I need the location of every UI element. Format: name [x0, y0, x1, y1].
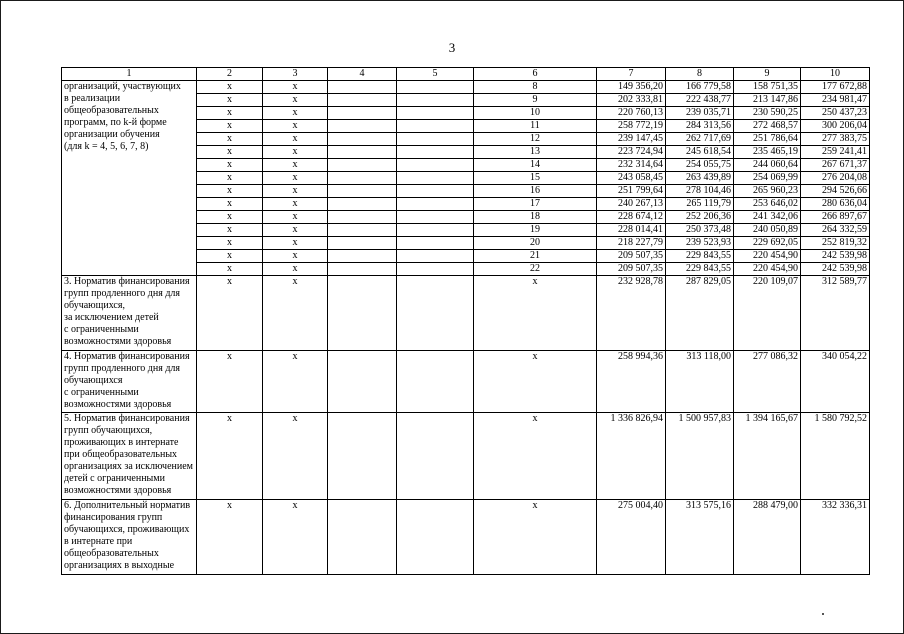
cell-col4: [328, 500, 397, 575]
section-label: 6. Дополнительный норматив финансирования групп обучающихся, проживающих в интернате при общеобразовательных организациях в выходные: [62, 500, 197, 575]
cell-value: 287 829,05: [666, 276, 734, 351]
section-label: 3. Норматив финансирования групп продленного дня для обучающихся, за исключением детей с ограниченными возможностями здоровья: [62, 276, 197, 351]
cell-value: 229 843,55: [666, 250, 734, 263]
cell-col2: x: [197, 237, 263, 250]
cell-value: 232 928,78: [597, 276, 666, 351]
cell-value: 220 454,90: [734, 263, 801, 276]
cell-col5: [397, 107, 474, 120]
cell-col2: x: [197, 500, 263, 575]
section-row: [62, 500, 870, 575]
cell-col5: [397, 185, 474, 198]
cell-value: 258 994,36: [597, 351, 666, 413]
cell-col2: x: [197, 263, 263, 276]
cell-value: 220 454,90: [734, 250, 801, 263]
cell-value: 166 779,58: [666, 81, 734, 94]
cell-value: 235 465,19: [734, 146, 801, 159]
cell-col5: [397, 413, 474, 500]
cell-value: 254 055,75: [666, 159, 734, 172]
cell-col6: 20: [474, 237, 597, 250]
table-row: [62, 81, 870, 94]
header-cell: 3: [263, 68, 328, 81]
header-cell: 5: [397, 68, 474, 81]
cell-col3: x: [263, 107, 328, 120]
cell-col4: [328, 81, 397, 94]
cell-value: 278 104,46: [666, 185, 734, 198]
cell-value: 243 058,45: [597, 172, 666, 185]
cell-col5: [397, 237, 474, 250]
cell-col2: x: [197, 413, 263, 500]
cell-col4: [328, 185, 397, 198]
cell-col6: x: [474, 351, 597, 413]
cell-col5: [397, 276, 474, 351]
cell-value: 158 751,35: [734, 81, 801, 94]
cell-value: 1 580 792,52: [801, 413, 870, 500]
cell-col4: [328, 351, 397, 413]
cell-col6: 22: [474, 263, 597, 276]
cell-col3: x: [263, 172, 328, 185]
cell-col6: 8: [474, 81, 597, 94]
cell-value: 202 333,81: [597, 94, 666, 107]
header-cell: 4: [328, 68, 397, 81]
cell-col2: x: [197, 198, 263, 211]
cell-value: 258 772,19: [597, 120, 666, 133]
cell-col6: x: [474, 413, 597, 500]
cell-col4: [328, 211, 397, 224]
cell-col5: [397, 94, 474, 107]
cell-value: 288 479,00: [734, 500, 801, 575]
cell-value: 240 267,13: [597, 198, 666, 211]
cell-col5: [397, 172, 474, 185]
cell-value: 220 760,13: [597, 107, 666, 120]
cell-value: 1 336 826,94: [597, 413, 666, 500]
header-row: [62, 68, 870, 81]
cell-col4: [328, 120, 397, 133]
cell-col5: [397, 120, 474, 133]
cell-col6: x: [474, 276, 597, 351]
cell-col5: [397, 81, 474, 94]
cell-value: 275 004,40: [597, 500, 666, 575]
cell-value: 222 438,77: [666, 94, 734, 107]
cell-value: 250 437,23: [801, 107, 870, 120]
section-label: 4. Норматив финансирования групп продленного дня для обучающихся с ограниченными возможностями здоровья: [62, 351, 197, 413]
cell-col3: x: [263, 224, 328, 237]
norms-table: [61, 67, 870, 575]
cell-col2: x: [197, 133, 263, 146]
cell-col4: [328, 413, 397, 500]
cell-col2: x: [197, 81, 263, 94]
cell-value: 262 717,69: [666, 133, 734, 146]
cell-value: 229 692,05: [734, 237, 801, 250]
cell-value: 242 539,98: [801, 250, 870, 263]
cell-col4: [328, 159, 397, 172]
cell-value: 284 313,56: [666, 120, 734, 133]
cell-value: 229 843,55: [666, 263, 734, 276]
cell-col3: x: [263, 500, 328, 575]
cell-col2: x: [197, 172, 263, 185]
cell-value: 313 118,00: [666, 351, 734, 413]
cell-value: 239 035,71: [666, 107, 734, 120]
cell-col4: [328, 250, 397, 263]
cell-col6: 11: [474, 120, 597, 133]
cell-value: 241 342,06: [734, 211, 801, 224]
cell-value: 149 356,20: [597, 81, 666, 94]
cell-value: 254 069,99: [734, 172, 801, 185]
cell-col3: x: [263, 133, 328, 146]
cell-value: 213 147,86: [734, 94, 801, 107]
cell-value: 253 646,02: [734, 198, 801, 211]
cell-value: 177 672,88: [801, 81, 870, 94]
page-number: 3: [448, 40, 456, 55]
cell-value: 218 227,79: [597, 237, 666, 250]
cell-col4: [328, 237, 397, 250]
cell-col2: x: [197, 351, 263, 413]
cell-value: 220 109,07: [734, 276, 801, 351]
cell-value: 1 500 957,83: [666, 413, 734, 500]
cell-col5: [397, 224, 474, 237]
cell-value: 228 674,12: [597, 211, 666, 224]
cell-value: 277 086,32: [734, 351, 801, 413]
cell-value: 251 786,64: [734, 133, 801, 146]
cell-value: 259 241,41: [801, 146, 870, 159]
cell-col6: 16: [474, 185, 597, 198]
cell-value: 294 526,66: [801, 185, 870, 198]
cell-col4: [328, 263, 397, 276]
cell-value: 234 981,47: [801, 94, 870, 107]
cell-col3: x: [263, 146, 328, 159]
cell-col3: x: [263, 211, 328, 224]
cell-value: 251 799,64: [597, 185, 666, 198]
section-row: [62, 351, 870, 413]
cell-value: 265 119,79: [666, 198, 734, 211]
cell-col6: 12: [474, 133, 597, 146]
cell-col2: x: [197, 159, 263, 172]
cell-col5: [397, 146, 474, 159]
cell-col5: [397, 263, 474, 276]
cell-value: 209 507,35: [597, 250, 666, 263]
cell-col5: [397, 351, 474, 413]
cell-col2: x: [197, 120, 263, 133]
section-label: 5. Норматив финансирования групп обучающихся, проживающих в интернате при общеобразовательных организациях за исключением детей с ограниченными возможностями здоровья: [62, 413, 197, 500]
cell-col5: [397, 159, 474, 172]
cell-value: 263 439,89: [666, 172, 734, 185]
cell-value: 340 054,22: [801, 351, 870, 413]
cell-col2: x: [197, 107, 263, 120]
cell-col6: 18: [474, 211, 597, 224]
cell-value: 312 589,77: [801, 276, 870, 351]
cell-col3: x: [263, 250, 328, 263]
table-body: [62, 81, 870, 575]
cell-value: 277 383,75: [801, 133, 870, 146]
cell-col3: x: [263, 120, 328, 133]
cell-value: 230 590,25: [734, 107, 801, 120]
cell-col4: [328, 146, 397, 159]
cell-col4: [328, 107, 397, 120]
scan-speck: [822, 613, 824, 615]
cell-value: 228 014,41: [597, 224, 666, 237]
cell-col3: x: [263, 351, 328, 413]
section-row: [62, 276, 870, 351]
cell-col3: x: [263, 237, 328, 250]
cell-col2: x: [197, 185, 263, 198]
cell-value: 244 060,64: [734, 159, 801, 172]
cell-value: 240 050,89: [734, 224, 801, 237]
header-cell: 9: [734, 68, 801, 81]
cell-value: 252 819,32: [801, 237, 870, 250]
header-cell: 7: [597, 68, 666, 81]
cell-value: 232 314,64: [597, 159, 666, 172]
cell-value: 300 206,04: [801, 120, 870, 133]
cell-value: 332 336,31: [801, 500, 870, 575]
cell-col6: 14: [474, 159, 597, 172]
cell-value: 280 636,04: [801, 198, 870, 211]
cell-col6: x: [474, 500, 597, 575]
cell-col4: [328, 276, 397, 351]
cell-col5: [397, 500, 474, 575]
cell-value: 209 507,35: [597, 263, 666, 276]
cell-col2: x: [197, 276, 263, 351]
cell-col3: x: [263, 81, 328, 94]
cell-col4: [328, 172, 397, 185]
cell-col2: x: [197, 224, 263, 237]
cell-value: 1 394 165,67: [734, 413, 801, 500]
cell-col6: 21: [474, 250, 597, 263]
cell-col6: 15: [474, 172, 597, 185]
cell-value: 245 618,54: [666, 146, 734, 159]
cell-value: 223 724,94: [597, 146, 666, 159]
cell-value: 239 523,93: [666, 237, 734, 250]
cell-col3: x: [263, 159, 328, 172]
section-row: [62, 413, 870, 500]
cell-value: 264 332,59: [801, 224, 870, 237]
cell-col3: x: [263, 198, 328, 211]
cell-col4: [328, 224, 397, 237]
cell-col6: 19: [474, 224, 597, 237]
cell-value: 242 539,98: [801, 263, 870, 276]
cell-col3: x: [263, 263, 328, 276]
cell-col2: x: [197, 250, 263, 263]
header-cell: 10: [801, 68, 870, 81]
cell-col5: [397, 211, 474, 224]
header-cell: 8: [666, 68, 734, 81]
cell-col6: 13: [474, 146, 597, 159]
cell-value: 313 575,16: [666, 500, 734, 575]
cell-value: 267 671,37: [801, 159, 870, 172]
cell-col4: [328, 94, 397, 107]
cell-col4: [328, 133, 397, 146]
cell-col2: x: [197, 146, 263, 159]
cell-value: 252 206,36: [666, 211, 734, 224]
cell-value: 250 373,48: [666, 224, 734, 237]
cell-value: 239 147,45: [597, 133, 666, 146]
cell-col3: x: [263, 94, 328, 107]
cell-col6: 10: [474, 107, 597, 120]
cell-value: 266 897,67: [801, 211, 870, 224]
cell-col2: x: [197, 94, 263, 107]
cell-col3: x: [263, 185, 328, 198]
group-label: организаций, участвующих в реализации общеобразовательных программ, по k-й форме организации обучения (для k = 4, 5, 6, 7, 8): [62, 81, 197, 276]
cell-col4: [328, 198, 397, 211]
cell-col3: x: [263, 413, 328, 500]
header-cell: 2: [197, 68, 263, 81]
cell-value: 265 960,23: [734, 185, 801, 198]
header-cell: 6: [474, 68, 597, 81]
cell-col2: x: [197, 211, 263, 224]
cell-col6: 9: [474, 94, 597, 107]
header-cell: 1: [62, 68, 197, 81]
cell-value: 276 204,08: [801, 172, 870, 185]
cell-col5: [397, 133, 474, 146]
cell-value: 272 468,57: [734, 120, 801, 133]
cell-col3: x: [263, 276, 328, 351]
cell-col5: [397, 198, 474, 211]
cell-col5: [397, 250, 474, 263]
cell-col6: 17: [474, 198, 597, 211]
